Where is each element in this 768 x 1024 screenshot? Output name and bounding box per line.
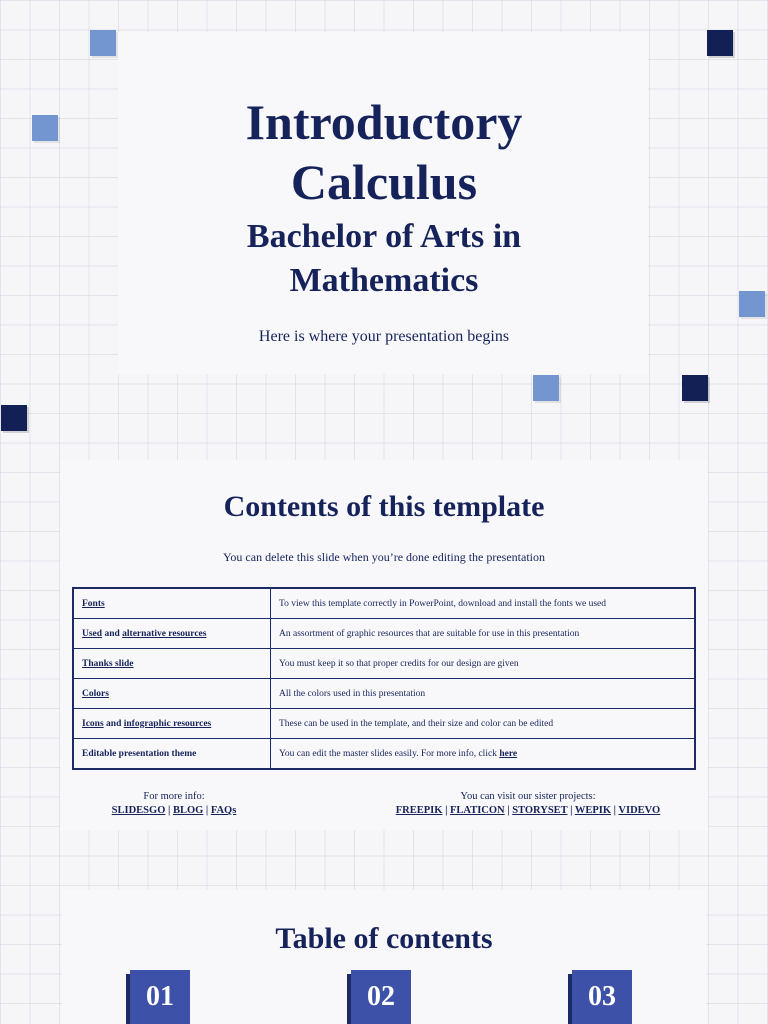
more-info-label: For more info:: [143, 791, 205, 802]
table-row: [73, 649, 695, 679]
link-faqs[interactable]: FAQs: [210, 805, 237, 816]
table-row: [73, 739, 695, 770]
resource-link[interactable]: Used: [82, 628, 103, 639]
contents-note: You can delete this slide when you’re done editing the presentation: [222, 550, 546, 564]
cover-subtitle-line2: Mathematics: [289, 262, 479, 299]
link-storyset[interactable]: STORYSET: [512, 805, 568, 816]
resource-joiner: and: [102, 628, 123, 639]
resource-link[interactable]: Colors: [82, 688, 109, 699]
resource-link[interactable]: infographic resources: [123, 718, 212, 729]
resource-description-cell: [271, 619, 696, 649]
resource-description-cell: [271, 739, 696, 770]
resource-description: You must keep it so that proper credits for our design are given: [279, 658, 519, 669]
cover-title-line2: Calculus: [290, 154, 478, 210]
resource-label-cell: [73, 619, 271, 649]
link-wepik[interactable]: WEPIK: [574, 805, 612, 816]
sister-projects-links: FREEPIK | FLATICON | STORYSET | WEPIK | VIDEVO: [395, 805, 661, 816]
link-blog[interactable]: BLOG: [172, 805, 204, 816]
toc-heading: Table of contents: [275, 922, 493, 955]
resources-table: [72, 587, 696, 770]
decor-square: [707, 30, 733, 56]
resource-link[interactable]: Icons: [82, 718, 104, 729]
toc-number-box-3: 03: [572, 970, 632, 1024]
resource-description: An assortment of graphic resources that are suitable for use in this presentation: [279, 628, 580, 639]
toc-number-box-2: 02: [351, 970, 411, 1024]
table-row: [73, 588, 695, 619]
resource-description-cell: [271, 679, 696, 709]
resource-label-cell: [73, 739, 271, 770]
cover-tagline: Here is where your presentation begins: [258, 328, 510, 345]
table-row: [73, 709, 695, 739]
table-row: [73, 679, 695, 709]
resource-description-cell: [271, 588, 696, 619]
resource-label-cell: [73, 588, 271, 619]
decor-square: [90, 30, 116, 56]
here-link[interactable]: here: [499, 748, 518, 759]
sister-projects-block: [378, 790, 678, 818]
sister-projects-label: You can visit our sister projects:: [460, 791, 596, 802]
resource-link: Editable presentation theme: [82, 748, 197, 759]
decor-square: [533, 375, 559, 401]
toc-number-box-1: 01: [130, 970, 190, 1024]
decor-square: [682, 375, 708, 401]
resource-label-cell: [73, 649, 271, 679]
resource-description: You can edit the master slides easily. For more info, click: [279, 748, 500, 759]
contents-heading: Contents of this template: [223, 490, 545, 523]
link-videvo[interactable]: VIDEVO: [618, 805, 661, 816]
resource-description: These can be used in the template, and their size and color can be edited: [279, 718, 554, 729]
link-slidesgo[interactable]: SLIDESGO: [111, 805, 166, 816]
resource-joiner: and: [103, 718, 124, 729]
more-info-links: SLIDESGO | BLOG | FAQs: [111, 805, 237, 816]
resource-link[interactable]: alternative resources: [122, 628, 207, 639]
resource-description-cell: [271, 709, 696, 739]
resource-description: All the colors used in this presentation: [279, 688, 426, 699]
cover-subtitle-line1: Bachelor of Arts in: [246, 218, 522, 255]
resource-link[interactable]: Fonts: [82, 598, 105, 609]
table-row: [73, 619, 695, 649]
link-flaticon[interactable]: FLATICON: [450, 805, 505, 816]
resource-label-cell: [73, 679, 271, 709]
cover-slide: [0, 0, 768, 460]
cover-title-line1: Introductory: [245, 94, 523, 150]
resource-description: To view this template correctly in PowerPoint, download and install the fonts we used: [279, 598, 607, 609]
resource-label-cell: [73, 709, 271, 739]
link-freepik[interactable]: FREEPIK: [395, 805, 443, 816]
decor-square: [1, 405, 27, 431]
more-info-block: [90, 790, 258, 818]
resource-description-cell: [271, 649, 696, 679]
resource-link[interactable]: Thanks slide: [82, 658, 134, 669]
